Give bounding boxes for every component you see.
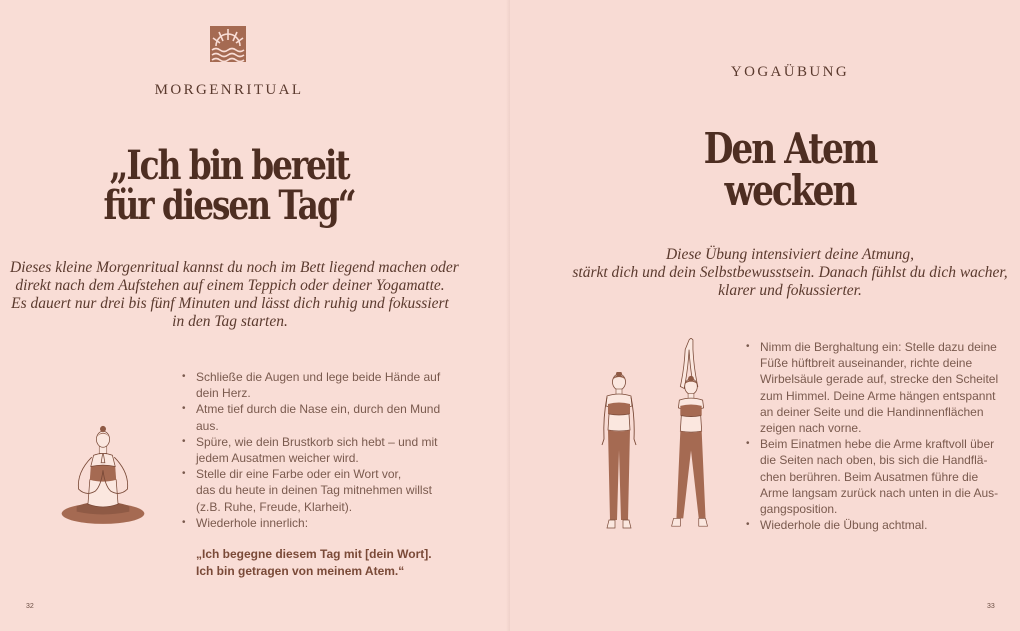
list-item [182, 515, 482, 531]
intro-line: direkt nach dem Aufstehen auf einem Teppich oder deiner Yogamatte. [15, 277, 445, 294]
list-item-line: • Spüre, wie dein Brustkorb sich hebt – und mit [196, 434, 438, 449]
intro-line: in den Tag starten. [172, 313, 288, 330]
headline-quote [41, 142, 417, 229]
intro-paragraph [10, 259, 459, 331]
list-item-line: Arme langsam zurück nach unten in die Aus- [760, 485, 999, 500]
page-number: 32 [26, 603, 34, 610]
list-item-line: an deiner Seite und die Handinnenflächen [760, 404, 984, 419]
list-item-line: chen berühren. Beim Ausatmen führe die [760, 469, 979, 484]
seated-meditation-figure [56, 420, 150, 530]
section-title-yogauebung: YOGAÜBUNG [730, 64, 850, 80]
headline-title [560, 124, 1019, 215]
headline-line: für diesen Tag“ [103, 182, 355, 229]
headline-line: wecken [724, 166, 856, 215]
list-item-line: jedem Ausatmen weicher wird. [196, 451, 359, 466]
intro-line: klarer und fokussierter. [718, 282, 862, 299]
page-number: 33 [987, 603, 995, 610]
list-item-line: • Nimm die Berghaltung ein: Stelle dazu deine [760, 340, 997, 354]
affirmation-quote [196, 546, 432, 580]
standing-figure [594, 372, 644, 532]
list-item-line: gangsposition. [760, 502, 838, 517]
intro-paragraph [570, 246, 1010, 300]
list-item [746, 339, 1016, 436]
list-item-line: das du heute in deinen Tag mitnehmen willst [196, 483, 432, 498]
list-item-line: aus. [196, 418, 219, 433]
list-item-line: • Stelle dir eine Farbe oder ein Wort vor, [196, 467, 402, 482]
right-page [510, 0, 1020, 631]
list-item [182, 369, 482, 401]
intro-line: Diese Übung intensiviert deine Atmung, [665, 246, 915, 263]
list-item-line: • Atme tief durch die Nase ein, durch den Mund [196, 402, 441, 417]
list-item-line: • Wiederhole innerlich: [196, 515, 309, 530]
list-item [182, 466, 482, 515]
list-item-line: dein Herz. [196, 386, 251, 401]
exercise-steps-list [746, 339, 1016, 533]
intro-line: Dieses kleine Morgenritual kannst du noch im Bett liegend machen oder [10, 259, 459, 276]
intro-line: stärkt dich und dein Selbstbewusstsein. Danach fühlst du dich wacher, [572, 264, 1008, 281]
intro-line: Es dauert nur drei bis fünf Minuten und lässt dich ruhig und fokussiert [11, 295, 449, 312]
list-item-line: • Beim Einatmen hebe die Arme kraftvoll über [760, 437, 995, 452]
list-item [746, 517, 1016, 533]
list-item-line: • Wiederhole die Übung achtmal. [760, 518, 928, 533]
list-item-line: (z.B. Ruhe, Freude, Klarheit). [196, 499, 353, 514]
headline-line: „Ich bin bereit [109, 142, 349, 189]
affirmation-line: Ich bin getragen von meinem Atem.“ [196, 564, 405, 578]
list-item-line: zum Himmel. Deine Arme hängen entspannt [760, 388, 996, 403]
list-item-line: Füße hüftbreit auseinander, richte deine [760, 356, 973, 371]
list-item [746, 436, 1016, 517]
list-item-line: die Seiten nach oben, bis sich die Handflä- [760, 453, 988, 468]
list-item-line: Wirbelsäule gerade auf, strecke den Scheitel [760, 372, 999, 387]
list-item-line: zeigen nach vorne. [760, 421, 862, 436]
list-item [182, 401, 482, 433]
ritual-steps-list [182, 369, 482, 531]
sunrise-waves-icon [210, 26, 246, 62]
section-title-morgenritual: MORGENRITUAL [154, 82, 304, 98]
affirmation-line: „Ich begegne diesem Tag mit [dein Wort]. [196, 547, 432, 561]
list-item [182, 434, 482, 466]
arms-raised-figure [666, 338, 716, 532]
list-item-line: • Schließe die Augen und lege beide Hände auf [196, 370, 441, 384]
headline-line: Den Atem [703, 124, 877, 173]
